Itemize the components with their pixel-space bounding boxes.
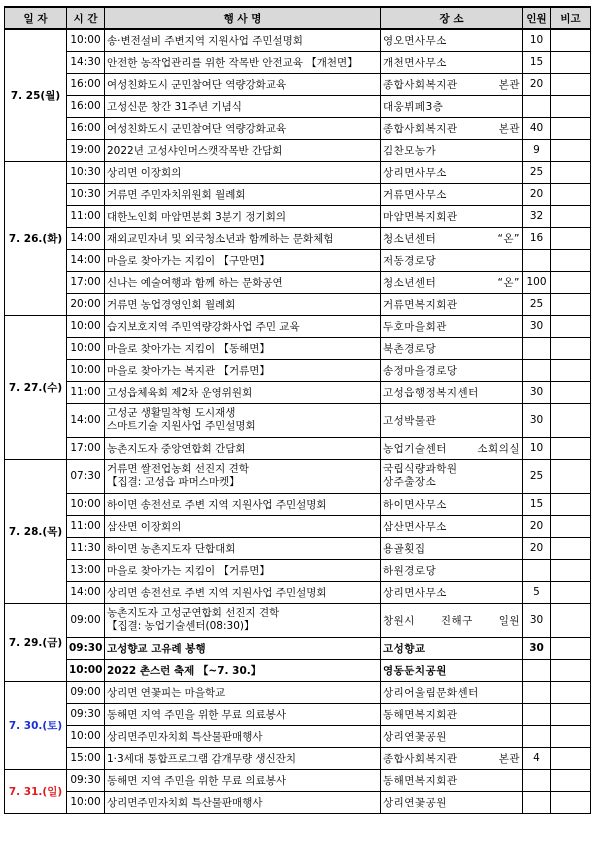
- time-cell: 16:00: [67, 117, 105, 139]
- table-row: [5, 459, 591, 493]
- time-cell: 17:00: [67, 271, 105, 293]
- event-cell: 하이면 송전선로 주변 지역 지원사업 주민설명회: [105, 493, 381, 515]
- place-cell: 영오면사무소: [381, 29, 523, 51]
- count-cell: [523, 791, 551, 813]
- event-cell: 안전한 농작업관리를 위한 작목반 안전교육 【개천면】: [105, 51, 381, 73]
- place-cell: 두호마을회관: [381, 315, 523, 337]
- place-cell: 삼산면사무소: [381, 515, 523, 537]
- table-row: [5, 437, 591, 459]
- time-cell: 10:00: [67, 725, 105, 747]
- place-line-2: 상주출장소: [383, 476, 437, 488]
- note-cell: [551, 791, 591, 813]
- count-cell: [523, 249, 551, 271]
- date-cell: 7. 25(월): [5, 29, 67, 161]
- event-cell: 상리면 송전선로 주변 지역 지원사업 주민설명회: [105, 581, 381, 603]
- header-event: 행 사 명: [105, 7, 381, 29]
- place-cell: 창원시 진해구 일원: [381, 603, 523, 637]
- time-cell: 11:30: [67, 537, 105, 559]
- place-cell: 하원경로당: [381, 559, 523, 581]
- place-cell: 농업기술센터 소회의실: [381, 437, 523, 459]
- table-row: [5, 117, 591, 139]
- note-cell: [551, 515, 591, 537]
- place-cell: 상리연꽃공원: [381, 725, 523, 747]
- note-cell: [551, 703, 591, 725]
- count-cell: 10: [523, 437, 551, 459]
- place-cell: 영동둔치공원: [381, 659, 523, 681]
- event-line-1: 농촌지도자 고성군연합회 선진지 견학: [107, 607, 280, 619]
- event-cell: 1·3세대 통합프로그램 감개무량 생신잔치: [105, 747, 381, 769]
- header-note: 비고: [551, 7, 591, 29]
- event-cell: [105, 603, 381, 637]
- time-cell: 15:00: [67, 747, 105, 769]
- event-line-2: 스마트기술 지원사업 주민설명회: [107, 420, 256, 432]
- table-row: [5, 637, 591, 659]
- time-cell: 14:30: [67, 51, 105, 73]
- place-cell: 고성향교: [381, 637, 523, 659]
- table-row: [5, 681, 591, 703]
- event-cell: 2022 촌스런 축제 【~7. 30.】: [105, 659, 381, 681]
- time-cell: 10:00: [67, 359, 105, 381]
- header-count: 인원: [523, 7, 551, 29]
- place-cell: 북촌경로당: [381, 337, 523, 359]
- note-cell: [551, 161, 591, 183]
- count-cell: 20: [523, 515, 551, 537]
- place-cell: 상리연꽃공원: [381, 791, 523, 813]
- count-cell: [523, 725, 551, 747]
- event-cell: 삼산면 이장회의: [105, 515, 381, 537]
- count-cell: 25: [523, 459, 551, 493]
- count-cell: [523, 703, 551, 725]
- time-cell: 10:30: [67, 161, 105, 183]
- table-row: [5, 271, 591, 293]
- note-cell: [551, 725, 591, 747]
- event-line-2: 【집결: 농업기술센터(08:30)】: [107, 620, 255, 632]
- note-cell: [551, 659, 591, 681]
- note-cell: [551, 293, 591, 315]
- place-cell: 청소년센터 “온”: [381, 271, 523, 293]
- place-cell: 상리면사무소: [381, 161, 523, 183]
- count-cell: [523, 359, 551, 381]
- place-cell: 거류면사무소: [381, 183, 523, 205]
- note-cell: [551, 359, 591, 381]
- time-cell: 20:00: [67, 293, 105, 315]
- date-cell: 7. 26.(화): [5, 161, 67, 315]
- table-row: [5, 403, 591, 437]
- table-row: [5, 139, 591, 161]
- time-cell: 13:00: [67, 559, 105, 581]
- note-cell: [551, 29, 591, 51]
- place-cell: 고성읍행정복지센터: [381, 381, 523, 403]
- count-cell: 30: [523, 603, 551, 637]
- count-cell: 5: [523, 581, 551, 603]
- date-cell: 7. 27.(수): [5, 315, 67, 459]
- count-cell: 30: [523, 637, 551, 659]
- event-cell: [105, 403, 381, 437]
- place-cell: 마암면복지회관: [381, 205, 523, 227]
- note-cell: [551, 51, 591, 73]
- place-cell: 상리어울림문화센터: [381, 681, 523, 703]
- place-cell: 동해면복지회관: [381, 769, 523, 791]
- note-cell: [551, 581, 591, 603]
- count-cell: 9: [523, 139, 551, 161]
- event-line-2: 【집결: 고성읍 파머스마켓】: [107, 476, 240, 488]
- table-row: [5, 515, 591, 537]
- date-cell: 7. 30.(토): [5, 681, 67, 769]
- place-cell: 종합사회복지관 본관: [381, 117, 523, 139]
- header-date: 일 자: [5, 7, 67, 29]
- time-cell: 09:00: [67, 681, 105, 703]
- place-cell: 김찬모농가: [381, 139, 523, 161]
- event-cell: 농촌지도자 중앙연합회 간담회: [105, 437, 381, 459]
- event-cell: 고성신문 창간 31주년 기념식: [105, 95, 381, 117]
- time-cell: 07:30: [67, 459, 105, 493]
- table-row: [5, 359, 591, 381]
- count-cell: 16: [523, 227, 551, 249]
- place-cell: [381, 459, 523, 493]
- note-cell: [551, 337, 591, 359]
- place-cell: 종합사회복지관 본관: [381, 747, 523, 769]
- note-cell: [551, 537, 591, 559]
- event-cell: 상리면주민자치회 특산물판매행사: [105, 725, 381, 747]
- table-row: [5, 29, 591, 51]
- event-line-1: 거류면 쌀전업농회 선진지 견학: [107, 463, 249, 475]
- event-line-1: 고성군 생활밀착형 도시재생: [107, 407, 236, 419]
- event-cell: 여성친화도시 군민참여단 역량강화교육: [105, 117, 381, 139]
- note-cell: [551, 95, 591, 117]
- time-cell: 11:00: [67, 205, 105, 227]
- note-cell: [551, 459, 591, 493]
- note-cell: [551, 183, 591, 205]
- note-cell: [551, 603, 591, 637]
- count-cell: 25: [523, 293, 551, 315]
- event-schedule-table: [4, 6, 591, 814]
- header-place: 장 소: [381, 7, 523, 29]
- place-cell: 저동경로당: [381, 249, 523, 271]
- count-cell: 40: [523, 117, 551, 139]
- place-cell: 동해면복지회관: [381, 703, 523, 725]
- table-row: [5, 293, 591, 315]
- time-cell: 09:30: [67, 703, 105, 725]
- place-cell: 대웅뷔페3층: [381, 95, 523, 117]
- count-cell: 20: [523, 537, 551, 559]
- note-cell: [551, 769, 591, 791]
- note-cell: [551, 73, 591, 95]
- event-cell: 신나는 예술여행과 함께 하는 문화공연: [105, 271, 381, 293]
- table-row: [5, 183, 591, 205]
- time-cell: 09:30: [67, 769, 105, 791]
- note-cell: [551, 381, 591, 403]
- event-cell: 여성친화도시 군민참여단 역량강화교육: [105, 73, 381, 95]
- event-cell: 상리면 연꽃피는 마을학교: [105, 681, 381, 703]
- count-cell: 20: [523, 73, 551, 95]
- count-cell: 30: [523, 403, 551, 437]
- event-cell: [105, 459, 381, 493]
- note-cell: [551, 315, 591, 337]
- note-cell: [551, 271, 591, 293]
- table-row: [5, 559, 591, 581]
- time-cell: 10:30: [67, 183, 105, 205]
- time-cell: 16:00: [67, 95, 105, 117]
- table-row: [5, 205, 591, 227]
- count-cell: 30: [523, 381, 551, 403]
- event-cell: 고성읍체육회 제2차 운영위원회: [105, 381, 381, 403]
- event-cell: 대한노인회 마암면분회 3분기 정기회의: [105, 205, 381, 227]
- date-cell: 7. 31.(일): [5, 769, 67, 813]
- note-cell: [551, 227, 591, 249]
- time-cell: 14:00: [67, 403, 105, 437]
- event-cell: 마을로 찾아가는 지킴이 【거류면】: [105, 559, 381, 581]
- table-body: [5, 29, 591, 813]
- event-cell: 거류면 주민자치위원회 월례회: [105, 183, 381, 205]
- note-cell: [551, 747, 591, 769]
- time-cell: 10:00: [67, 659, 105, 681]
- event-cell: 하이면 농촌지도자 단합대회: [105, 537, 381, 559]
- table-row: [5, 493, 591, 515]
- time-cell: 10:00: [67, 791, 105, 813]
- time-cell: 10:00: [67, 29, 105, 51]
- event-cell: 송·변전설비 주변지역 지원사업 주민설명회: [105, 29, 381, 51]
- place-cell: 개천면사무소: [381, 51, 523, 73]
- date-cell: 7. 28.(목): [5, 459, 67, 603]
- event-cell: 마을로 찾아가는 지킴이 【동해면】: [105, 337, 381, 359]
- table-row: [5, 725, 591, 747]
- place-line-1: 국립식량과학원: [383, 463, 458, 475]
- place-cell: 청소년센터 “온”: [381, 227, 523, 249]
- table-row: [5, 537, 591, 559]
- count-cell: 32: [523, 205, 551, 227]
- time-cell: 09:00: [67, 603, 105, 637]
- place-cell: 송정마을경로당: [381, 359, 523, 381]
- count-cell: [523, 681, 551, 703]
- table-row: [5, 73, 591, 95]
- table-row: [5, 51, 591, 73]
- place-cell: 용골횟집: [381, 537, 523, 559]
- count-cell: 25: [523, 161, 551, 183]
- table-row: [5, 249, 591, 271]
- table-row: [5, 769, 591, 791]
- event-cell: 습지보호지역 주민역량강화사업 주민 교육: [105, 315, 381, 337]
- table-row: [5, 703, 591, 725]
- time-cell: 10:00: [67, 337, 105, 359]
- table-row: [5, 659, 591, 681]
- time-cell: 19:00: [67, 139, 105, 161]
- table-row: [5, 161, 591, 183]
- note-cell: [551, 437, 591, 459]
- table-row: [5, 747, 591, 769]
- time-cell: 10:00: [67, 315, 105, 337]
- place-cell: 상리면사무소: [381, 581, 523, 603]
- note-cell: [551, 205, 591, 227]
- count-cell: 15: [523, 51, 551, 73]
- table-row: [5, 95, 591, 117]
- count-cell: [523, 95, 551, 117]
- table-row: [5, 791, 591, 813]
- place-cell: 하이면사무소: [381, 493, 523, 515]
- time-cell: 09:30: [67, 637, 105, 659]
- note-cell: [551, 139, 591, 161]
- note-cell: [551, 681, 591, 703]
- event-cell: 상리면 이장회의: [105, 161, 381, 183]
- count-cell: 15: [523, 493, 551, 515]
- time-cell: 11:00: [67, 515, 105, 537]
- note-cell: [551, 637, 591, 659]
- count-cell: 30: [523, 315, 551, 337]
- note-cell: [551, 559, 591, 581]
- note-cell: [551, 117, 591, 139]
- place-cell: 거류면복지회관: [381, 293, 523, 315]
- table-row: [5, 381, 591, 403]
- table-row: [5, 315, 591, 337]
- event-cell: 2022년 고성샤인머스캣작목반 간담회: [105, 139, 381, 161]
- time-cell: 14:00: [67, 581, 105, 603]
- event-cell: 고성향교 고유례 봉행: [105, 637, 381, 659]
- table-row: [5, 603, 591, 637]
- time-cell: 11:00: [67, 381, 105, 403]
- note-cell: [551, 403, 591, 437]
- count-cell: 10: [523, 29, 551, 51]
- count-cell: [523, 659, 551, 681]
- time-cell: 14:00: [67, 249, 105, 271]
- count-cell: 20: [523, 183, 551, 205]
- time-cell: 10:00: [67, 493, 105, 515]
- time-cell: 16:00: [67, 73, 105, 95]
- count-cell: [523, 559, 551, 581]
- table-row: [5, 227, 591, 249]
- event-cell: 상리면주민자치회 특산물판매행사: [105, 791, 381, 813]
- header-time: 시 간: [67, 7, 105, 29]
- event-cell: 동해면 지역 주민을 위한 무료 의료봉사: [105, 703, 381, 725]
- table-row: [5, 337, 591, 359]
- event-cell: 동해면 지역 주민을 위한 무료 의료봉사: [105, 769, 381, 791]
- event-cell: 거류면 농업경영인회 월례회: [105, 293, 381, 315]
- event-cell: 마을로 찾아가는 지킴이 【구만면】: [105, 249, 381, 271]
- place-cell: 종합사회복지관 본관: [381, 73, 523, 95]
- time-cell: 14:00: [67, 227, 105, 249]
- table-row: [5, 581, 591, 603]
- note-cell: [551, 493, 591, 515]
- place-cell: 고성박물관: [381, 403, 523, 437]
- count-cell: [523, 769, 551, 791]
- event-cell: 재외교민자녀 및 외국청소년과 함께하는 문화체험: [105, 227, 381, 249]
- note-cell: [551, 249, 591, 271]
- event-cell: 마을로 찾아가는 복지관 【거류면】: [105, 359, 381, 381]
- count-cell: [523, 337, 551, 359]
- count-cell: 100: [523, 271, 551, 293]
- count-cell: 4: [523, 747, 551, 769]
- table-header: [5, 7, 591, 29]
- time-cell: 17:00: [67, 437, 105, 459]
- date-cell: 7. 29.(금): [5, 603, 67, 681]
